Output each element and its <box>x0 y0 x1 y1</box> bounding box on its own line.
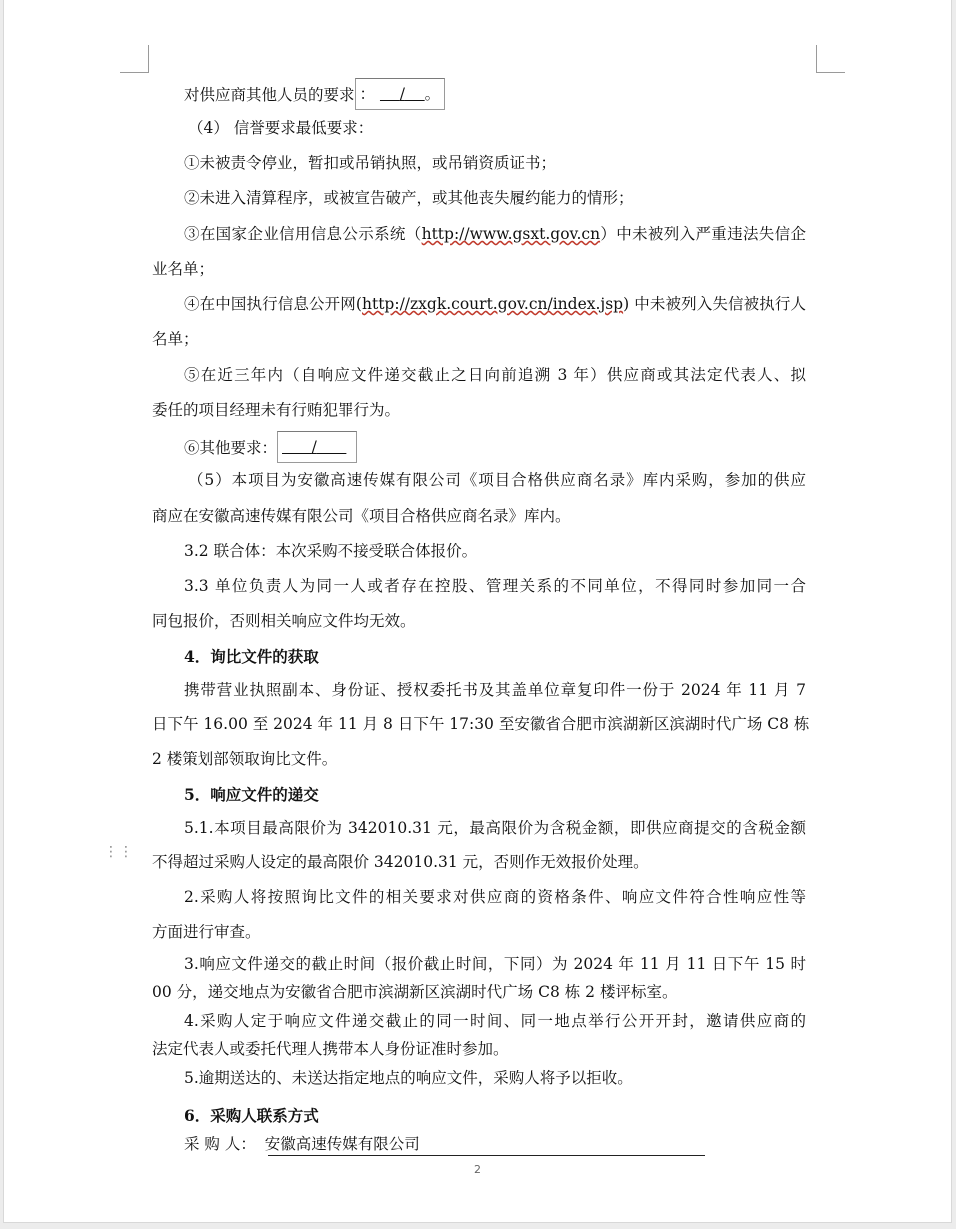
crop-mark-top-right-v <box>816 45 817 73</box>
paragraph-line: 同包报价，否则相关响应文件均无效。 <box>152 612 416 630</box>
form-field-other-requirements[interactable] <box>277 431 357 463</box>
paragraph-line: 法定代表人或委托代理人携带本人身份证准时参加。 <box>152 1040 509 1058</box>
paragraph-line: 3.3 单位负责人为同一人或者存在控股、管理关系的不同单位，不得同时参加同一合 <box>184 577 806 595</box>
paragraph-line: 5.1.本项目最高限价为 342010.31 元，最高限价为含税金额，即供应商提交的含税金额 <box>184 819 806 837</box>
purchaser-value: 安徽高速传媒有限公司 <box>264 1135 420 1153</box>
link-zxgk[interactable]: http://zxgk.court.gov.cn/index.jsp <box>361 295 624 313</box>
paragraph-line: 商应在安徽高速传媒有限公司《项目合格供应商名录》库内。 <box>152 507 571 525</box>
paragraph-line: 携带营业执照副本、身份证、授权委托书及其盖单位章复印件一份于 2024 年 11 月 7 <box>184 681 806 699</box>
paragraph-line: 2 楼策划部领取询比文件。 <box>152 750 338 768</box>
field-value: / <box>399 85 405 103</box>
crop-mark-top-left-v <box>148 45 149 73</box>
paragraph-line: 业名单； <box>152 260 215 278</box>
paragraph-line: （4） 信誉要求最低要求： <box>188 119 374 137</box>
paragraph-line: 4.采购人定于响应文件递交截止的同一时间、同一地点举行公开开封，邀请供应商的 <box>184 1012 806 1030</box>
crop-mark-top-left-h <box>120 72 149 73</box>
section-heading-5: 5．响应文件的递交 <box>184 785 319 804</box>
paragraph-line <box>184 80 806 112</box>
paragraph-line: 5.逾期送达的、未送达指定地点的响应文件，采购人将予以拒收。 <box>184 1069 633 1087</box>
link-gsxt[interactable]: http://www.gsxt.gov.cn <box>421 225 601 243</box>
crop-mark-top-right-h <box>816 72 845 73</box>
paragraph-line: ⑤在近三年内（自响应文件递交截止之日向前追溯 3 年）供应商或其法定代表人、拟 <box>184 366 806 384</box>
section-heading-6: 6．采购人联系方式 <box>184 1106 319 1125</box>
paragraph-line: ⑥其他要求： / <box>184 433 806 465</box>
paragraph-line: （5）本项目为安徽高速传媒有限公司《项目合格供应商名录》库内采购，参加的供应 <box>188 471 806 489</box>
paragraph-line: 委任的项目经理未有行贿犯罪行为。 <box>152 401 401 419</box>
paragraph-line: 名单； <box>152 330 199 348</box>
section-heading-4: 4．询比文件的获取 <box>184 647 319 666</box>
purchaser-label: 采 购 人： <box>184 1135 256 1153</box>
text: 对供应商其他人员的要求 <box>184 86 355 104</box>
form-field-other-personnel[interactable]: ： / 。 <box>355 78 446 110</box>
purchaser-line <box>184 1133 806 1155</box>
paragraph-line: 2.采购人将按照询比文件的相关要求对供应商的资格条件、响应文件符合性响应性等 <box>184 888 806 906</box>
paragraph-line: ④在中国执行信息公开网(http://zxgk.court.gov.cn/index.jsp) 中未被列入失信被执行人 <box>184 295 806 313</box>
purchaser-underline <box>268 1155 705 1156</box>
paragraph-line: 方面进行审查。 <box>152 923 261 941</box>
page-number: 2 <box>474 1163 481 1176</box>
paragraph-line: 3.响应文件递交的截止时间（报价截止时间，下同）为 2024 年 11 月 11 日下午 15 时 <box>184 955 806 973</box>
drag-handle-icon[interactable]: ⋮⋮ <box>104 844 134 860</box>
paragraph-line: 00 分，递交地点为安徽省合肥市滨湖新区滨湖时代广场 C8 栋 2 楼评标室。 <box>152 983 678 1001</box>
paragraph-line: 日下午 16.00 至 2024 年 11 月 8 日下午 17:30 至安徽省合肥市滨湖新区滨湖时代广场 C8 栋 <box>152 715 810 733</box>
paragraph-line: ①未被责令停业，暂扣或吊销执照，或吊销资质证书； <box>184 154 557 172</box>
paragraph-line: ③在国家企业信用信息公示系统（http://www.gsxt.gov.cn）中未被列入严重违法失信企 <box>184 225 806 243</box>
paragraph-line: 不得超过采购人设定的最高限价 342010.31 元，否则作无效报价处理。 <box>152 853 649 871</box>
field-value: / <box>311 438 317 456</box>
paragraph-line: ②未进入清算程序，或被宣告破产，或其他丧失履约能力的情形； <box>184 189 634 207</box>
paragraph-line: 3.2 联合体：本次采购不接受联合体报价。 <box>184 542 478 560</box>
document-page <box>3 0 952 1223</box>
